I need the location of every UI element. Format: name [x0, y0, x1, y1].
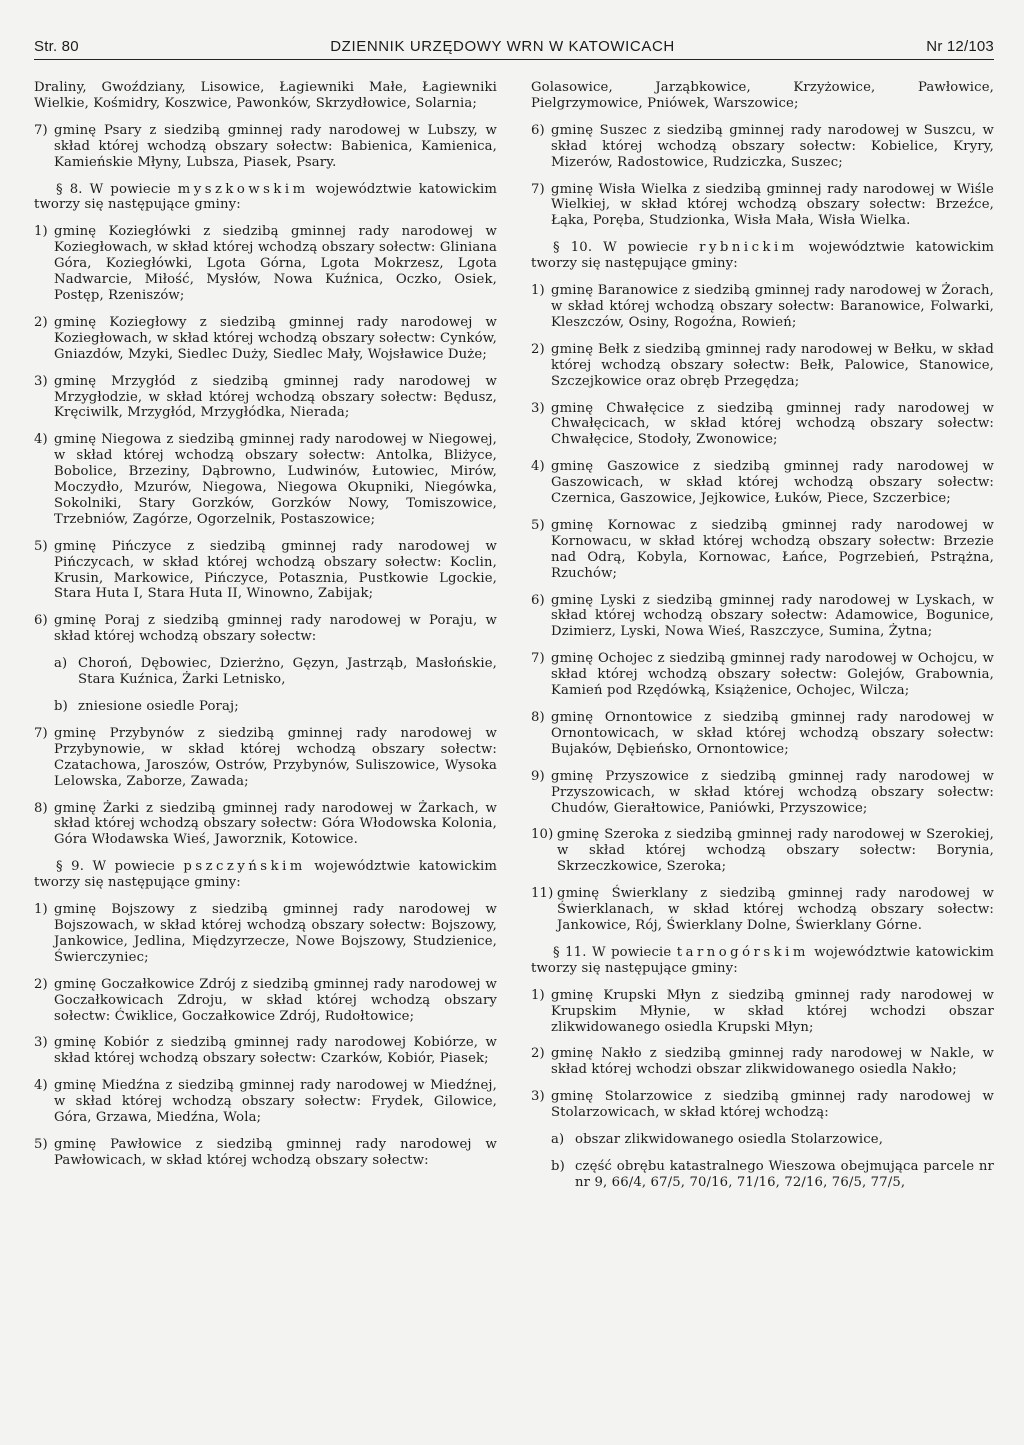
list-item [531, 1089, 994, 1121]
item-number: 5) [34, 538, 48, 554]
list-item [531, 886, 994, 934]
item-text: gminę Goczałkowice Zdrój z siedzibą gminnej rady narodowej w Goczałkowicach Zdroju, w skład której wchodzą obszary sołectw: Ćwiklice, Goczałkowice Zdrój, Rudołtowice; [54, 976, 497, 1024]
item-text: gminę Niegowa z siedzibą gminnej rady narodowej w Niegowej, w skład której wchodzą obszary sołectw: Antolka, Bliżyce, Bobolice, Brzeziny, Dąbrowno, Ludwinów, Łutowiec, Mirów, Moczydło, Mzurów, Niegowa, Niegowa Okupniki, Niegówka, Sokolniki, Stary Gorzków, Gorzków Nowy, Tomiszowice, Trzebniów, Zagórze, Ogorzelnik, Postaszowice; [54, 432, 497, 527]
list-item [531, 459, 994, 507]
page-number: Str. 80 [34, 38, 79, 55]
item-number: 5) [531, 517, 545, 533]
item-text: gminę Poraj z siedzibą gminnej rady narodowej w Poraju, w skład której wchodzą obszary sołectw: [54, 613, 497, 645]
issue-number: Nr 12/103 [926, 38, 994, 55]
list-item [531, 401, 994, 449]
item-text: gminę Stolarzowice z siedzibą gminnej rady narodowej w Stolarzowicach, w skład której wchodzą: [551, 1089, 994, 1121]
item-text: gminę Szeroka z siedzibą gminnej rady narodowej w Szerokiej, w skład której wchodzą obszary sołectw: Borynia, Skrzeczkowice, Szeroka; [557, 827, 994, 875]
item-number: 9) [531, 768, 545, 784]
list-item [34, 1137, 497, 1169]
item-number: 11) [531, 886, 554, 902]
list-item [531, 342, 994, 390]
gmina-list [34, 224, 497, 645]
continuation-text: Golasowice, Jarząbkowice, Krzyżowice, Pawłowice, Pielgrzymowice, Pniówek, Warszowice; [531, 80, 994, 111]
item-number: 2) [531, 341, 545, 357]
item-text: gminę Chwałęcice z siedzibą gminnej rady narodowej w Chwałęcicach, w skład której wchodzą obszary sołectw: Chwałęcice, Stodoły, Zwonowice; [551, 400, 994, 448]
item-number: 2) [34, 314, 48, 330]
item-text: gminę Żarki z siedzibą gminnej rady narodowej w Żarkach, w skład której wchodzą obszary sołectw: Góra Włodowska Kolonia, Góra Włodawska Wieś, Jaworznik, Kotowice. [54, 800, 497, 848]
item-text: gminę Krupski Młyn z siedzibą gminnej rady narodowej w Krupskim Młynie, w skład której wchodzi obszar zlikwidowanego osiedla Krupski Młyn; [551, 987, 994, 1035]
sub-item [531, 1132, 994, 1148]
item-text: gminę Mrzygłód z siedzibą gminnej rady narodowej w Mrzygłodzie, w skład której wchodzą obszary sołectw: Będusz, Kręciwilk, Mrzygłód, Mrzygłódka, Nierada; [54, 373, 497, 421]
section-heading: § 11. W powiecie tarnogórskim województwie katowickim tworzy się następujące gminy: [531, 944, 995, 976]
list-item [34, 902, 497, 966]
list-item [34, 726, 497, 790]
item-number: 4) [34, 1078, 48, 1094]
list-item [531, 710, 994, 758]
sub-list [531, 1132, 994, 1191]
item-number: a) [54, 656, 68, 672]
item-number: a) [551, 1132, 565, 1148]
section-heading: § 9. W powiecie pszczyńskim województwie katowickim tworzy się następujące gminy: [34, 859, 498, 891]
item-number: 2) [531, 1046, 545, 1062]
sub-item [34, 699, 497, 715]
item-number: 8) [531, 710, 545, 725]
section-heading: § 8. W powiecie myszkowskim województwie katowickim tworzy się następujące gminy: [34, 181, 498, 213]
item-number: 1) [34, 224, 48, 240]
page-header [34, 38, 994, 60]
section-heading: § 10. W powiecie rybnickim województwie katowickim tworzy się następujące gminy: [531, 240, 995, 272]
item-text: gminę Kobiór z siedzibą gminnej rady narodowej Kobiórze, w skład której wchodzą obszary sołectw: Czarków, Kobiór, Piasek; [54, 1035, 497, 1067]
item-text: obszar zlikwidowanego osiedla Stolarzowice, [575, 1132, 884, 1148]
sub-item [531, 1159, 994, 1191]
list-item [531, 827, 994, 875]
list-item [34, 224, 497, 304]
item-text: gminę Wisła Wielka z siedzibą gminnej rady narodowej w Wiśle Wielkiej, w skład której wchodzą obszary sołectw: Brzeźce, Łąka, Poręba, Studzionka, Wisła Mała, Wisła Wielka. [551, 181, 994, 229]
list-item [531, 283, 994, 331]
item-text: gminę Koziegłówki z siedzibą gminnej rady narodowej w Koziegłowach, w skład której wchodzą obszary sołectw: Gliniana Góra, Koziegłówki, Lgota Górna, Lgota Mokrzesz, Lgota Nadwarcie, Miłość, Mysłów, Nowa Kuźnica, Oczko, Osiek, Postęp, Rzeniszów; [54, 224, 497, 303]
sub-list [34, 656, 497, 715]
item-number: 7) [531, 651, 545, 667]
item-text: gminę Suszec z siedzibą gminnej rady narodowej w Suszcu, w skład której wchodzą obszary sołectw: Kobielice, Kryry, Mizerów, Radostowice, Rudziczka, Suszec; [551, 122, 994, 170]
item-number: 3) [531, 1089, 545, 1105]
item-number: 7) [531, 181, 545, 197]
item-text: gminę Pawłowice z siedzibą gminnej rady narodowej w Pawłowicach, w skład której wchodzą obszary sołectw: [54, 1136, 497, 1168]
item-text: gminę Nakło z siedzibą gminnej rady narodowej w Nakle, w skład której wchodzi obszar zlikwidowanego osiedla Nakło; [551, 1046, 994, 1078]
list-item [531, 769, 994, 817]
item-text: gminę Lyski z siedzibą gminnej rady narodowej w Lyskach, w skład której wchodzą obszary sołectw: Adamowice, Bogunice, Dzimierz, Lyski, Nowa Wieś, Raszczyce, Sumina, Żytna; [551, 592, 994, 640]
list-item [34, 315, 497, 363]
item-number: 1) [34, 902, 48, 918]
list-item [34, 1078, 497, 1126]
gmina-list [531, 283, 994, 934]
continuation-text: Draliny, Gwoździany, Lisowice, Łagiewniki Małe, Łagiewniki Wielkie, Kośmidry, Koszwice, Pawonków, Skrzydłowice, Solarnia; [34, 80, 497, 111]
item-text: gminę Świerklany z siedzibą gminnej rady narodowej w Świerklanach, w skład której wchodzą obszary sołectw: Jankowice, Rój, Świerklany Dolne, Świerklany Górne. [557, 886, 994, 933]
item-number: 3) [34, 373, 48, 389]
item-text: gminę Ochojec z siedzibą gminnej rady narodowej w Ochojcu, w skład której wchodzą obszary sołectw: Golejów, Grabownia, Kamień pod Rzędówką, Książenice, Ochojec, Wilcza; [551, 651, 994, 699]
item-text: gminę Pińczyce z siedzibą gminnej rady narodowej w Pińczycach, w skład której wchodzą obszary sołectw: Koclin, Krusin, Markowice, Pińczyce, Potasznia, Pustkowie Lgockie, Stara Huta I, Stara Huta II, Winowno, Zabijak; [54, 538, 497, 602]
item-number: 6) [34, 613, 48, 629]
left-column [34, 80, 497, 1202]
list-item [34, 374, 497, 422]
item-text: gminę Bojszowy z siedzibą gminnej rady narodowej w Bojszowach, w skład której wchodzą obszary sołectw: Bojszowy, Jankowice, Jedlina, Międzyrzecze, Nowe Bojszowy, Studzienice, Świerczyniec; [54, 902, 497, 965]
list-item [34, 801, 497, 849]
list-item [531, 651, 994, 699]
list-item [34, 1035, 497, 1067]
list-item [34, 977, 497, 1025]
item-text: gminę Baranowice z siedzibą gminnej rady narodowej w Żorach, w skład której wchodzą obszary sołectw: Baranowice, Folwarki, Kleszczów, Osiny, Rogoźna, Rowień; [551, 283, 994, 330]
gmina-list [34, 902, 497, 1169]
item-number: 8) [34, 800, 48, 816]
item-number: 4) [531, 459, 545, 475]
item-text: Choroń, Dębowiec, Dzierżno, Gęzyn, Jastrząb, Masłońskie, Stara Kuźnica, Żarki Letnisko, [78, 656, 497, 688]
item-number: 4) [34, 432, 48, 448]
list-item: 7) gminę Psary z siedzibą gminnej rady narodowej w Lubszy, w skład której wchodzą obszary sołectw: Babienica, Kamienica, Kamieńskie Młyny, Lubsza, Piasek, Psary. [34, 122, 497, 170]
item-number: 2) [34, 976, 48, 992]
item-text: gminę Przybynów z siedzibą gminnej rady narodowej w Przybynowie, w skład której wchodzą obszary sołectw: Czatachowa, Jaroszów, Ostrów, Przybynów, Suliszowice, Wysoka Lelowska, Zaborze, Zawada; [54, 725, 497, 789]
list-item [531, 123, 994, 171]
list-item [531, 593, 994, 641]
item-number: 3) [531, 400, 545, 416]
item-text: gminę Gaszowice z siedzibą gminnej rady narodowej w Gaszowicach, w skład której wchodzą obszary sołectw: Czernica, Gaszowice, Jejkowice, Łuków, Piece, Szczerbice; [551, 459, 994, 507]
item-number: 6) [531, 122, 545, 138]
list-item [531, 518, 994, 582]
journal-title: DZIENNIK URZĘDOWY WRN W KATOWICACH [330, 38, 675, 55]
list-item [531, 182, 994, 230]
right-column [531, 80, 994, 1202]
list-item [34, 432, 497, 527]
list-item [531, 988, 994, 1036]
gmina-list [531, 123, 994, 229]
item-text: gminę Miedźna z siedzibą gminnej rady narodowej w Miedźnej, w skład której wchodzą obszary sołectw: Frydek, Gilowice, Góra, Grzawa, Miedźna, Wola; [54, 1078, 497, 1126]
item-number: 6) [531, 592, 545, 608]
item-number: b) [551, 1158, 565, 1174]
item-number: 1) [531, 987, 545, 1003]
list-item [531, 1046, 994, 1078]
sub-item [34, 656, 497, 688]
gmina-list [531, 988, 994, 1121]
item-text: gminę Przyszowice z siedzibą gminnej rady narodowej w Przyszowicach, w skład której wchodzą obszary sołectw: Chudów, Gierałtowice, Paniówki, Przyszowice; [551, 768, 994, 816]
item-text: gminę Bełk z siedzibą gminnej rady narodowej w Bełku, w skład której wchodzą obszary sołectw: Bełk, Palowice, Stanowice, Szczejkowice oraz obręb Przegędza; [551, 341, 994, 389]
item-number: 7) [34, 725, 48, 741]
item-number: b) [54, 699, 68, 714]
item-text: gminę Kornowac z siedzibą gminnej rady narodowej w Kornowacu, w skład której wchodzą obszary sołectw: Brzezie nad Odrą, Kobyla, Kornowac, Łańce, Pogrzebień, Pstrążna, Rzuchów; [551, 517, 994, 581]
item-number: 3) [34, 1035, 48, 1051]
item-number: 1) [531, 283, 545, 299]
item-number: 5) [34, 1136, 48, 1152]
item-text: część obrębu katastralnego Wieszowa obejmująca parcele nr nr 9, 66/4, 67/5, 70/16, 71/16, 72/16, 76/5, 77/5, [575, 1158, 994, 1190]
item-number: 10) [531, 827, 554, 843]
gmina-list [34, 726, 497, 848]
item-text: zniesione osiedle Poraj; [78, 699, 239, 714]
list-item [34, 613, 497, 645]
item-text: gminę Koziegłowy z siedzibą gminnej rady narodowej w Koziegłowach, w skład której wchodzą obszary sołectw: Cynków, Gniazdów, Mzyki, Siedlec Duży, Siedlec Mały, Wojsławice Duże; [54, 314, 497, 362]
list-item [34, 539, 497, 603]
item-text: gminę Ornontowice z siedzibą gminnej rady narodowej w Ornontowicach, w skład której wchodzą obszary sołectw: Bujaków, Dębieńsko, Ornontowice; [551, 710, 994, 757]
